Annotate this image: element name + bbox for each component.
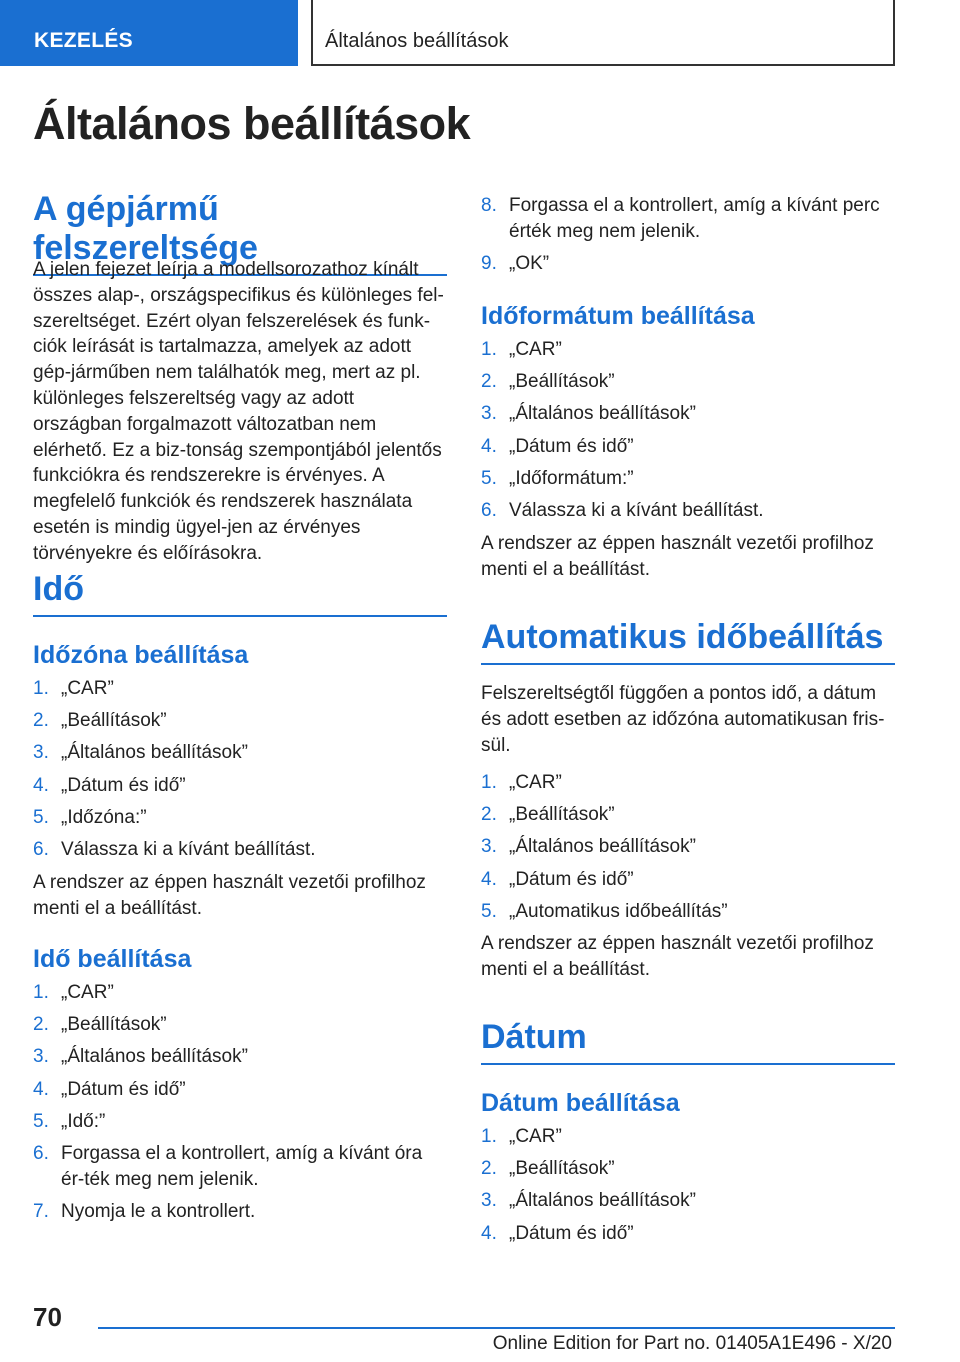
step-text: „CAR” [61,678,114,699]
step-item [33,1199,447,1225]
step-number: 4. [33,1078,49,1100]
step-item [481,899,895,925]
step-number: 5. [481,467,497,489]
step-item [33,1012,447,1038]
step-text: „CAR” [509,339,562,360]
step-number: 1. [33,678,49,699]
step-text: „Általános beállítások” [509,1190,696,1212]
step-number: 3. [481,836,497,858]
step-item [481,401,895,427]
step-number: 2. [481,371,497,393]
step-item [481,466,895,492]
section-tab: KEZELÉS [0,0,298,66]
page-header [0,0,960,66]
step-item [33,837,447,863]
timezone-note: A rendszer az éppen használt vezetői profilhoz menti el a beállítást. [33,872,426,919]
step-text: „Beállítások” [61,710,167,732]
timeformat-note: A rendszer az éppen használt vezetői profilhoz menti el a beállítást. [481,533,874,580]
step-item [481,867,895,893]
step-number: 6. [33,838,49,860]
step-number: 4. [481,868,497,890]
auto-time-note: A rendszer az éppen használt vezetői profilhoz menti el a beállítást. [481,933,874,980]
step-text: „Általános beállítások” [61,1046,248,1068]
step-number: 1. [33,982,49,1003]
heading-timeset: Idő beállítása [33,945,192,973]
step-text: „Dátum és idő” [509,868,634,890]
step-number: 5. [33,806,49,828]
step-number: 6. [33,1142,49,1164]
step-text: „Időzóna:” [61,806,147,828]
step-number: 5. [33,1110,49,1132]
step-number: 4. [481,435,497,457]
step-text: „OK” [509,252,550,274]
heading-ido: Idő [33,570,447,617]
step-item [33,1109,447,1135]
step-item [481,193,895,245]
timeset-steps [33,980,447,1231]
step-text: „Általános beállítások” [509,836,696,858]
breadcrumb: Általános beállítások [311,0,895,66]
step-text: Forgassa el a kontrollert, amíg a kívánt perc érték meg nem jelenik. [509,195,880,242]
heading-auto-time: Automatikus időbeállítás [481,618,895,665]
step-text: „Időformátum:” [509,467,634,489]
step-number: 1. [481,772,497,793]
step-text: „Dátum és idő” [509,1222,634,1244]
heading-timeformat: Időformátum beállítása [481,302,755,330]
timeset-steps-continued [481,193,895,283]
step-item [481,802,895,828]
page-title: Általános beállítások [33,98,471,149]
step-number: 3. [33,1046,49,1068]
step-number: 2. [33,1014,49,1036]
step-item [481,337,895,363]
step-item [33,708,447,734]
step-item [33,676,447,702]
heading-dateset: Dátum beállítása [481,1089,680,1117]
step-item [481,1188,895,1214]
step-number: 3. [33,742,49,764]
step-text: Válassza ki a kívánt beállítást. [61,838,316,860]
step-text: „Beállítások” [61,1014,167,1036]
step-number: 8. [481,195,497,216]
step-number: 5. [481,900,497,922]
timezone-steps [33,676,447,869]
step-item [33,1141,447,1193]
step-item [33,980,447,1006]
step-item [481,1156,895,1182]
step-text: „CAR” [509,772,562,793]
step-text: „Beállítások” [509,371,615,393]
step-item [481,1221,895,1247]
step-number: 1. [481,1126,497,1147]
step-item [481,369,895,395]
step-item [33,740,447,766]
step-item [33,773,447,799]
step-number: 4. [33,774,49,796]
step-text: „Idő:” [61,1110,106,1132]
step-item [481,251,895,277]
step-text: „Beállítások” [509,804,615,826]
step-item [33,805,447,831]
step-item [481,498,895,524]
step-number: 3. [481,1190,497,1212]
step-text: Válassza ki a kívánt beállítást. [509,499,764,521]
footer-rule [98,1327,895,1329]
auto-time-steps [481,770,895,931]
step-text: „Beállítások” [509,1158,615,1180]
step-number: 4. [481,1222,497,1244]
step-text: „Általános beállítások” [61,742,248,764]
step-number: 9. [481,252,497,274]
step-item [481,834,895,860]
step-text: „CAR” [61,982,114,1003]
step-text: Forgassa el a kontrollert, amíg a kívánt óra ér-ték meg nem jelenik. [61,1142,423,1190]
step-text: „Általános beállítások” [509,403,696,425]
step-item [481,770,895,796]
step-text: „Dátum és idő” [509,435,634,457]
page-number: 70 [33,1302,62,1332]
step-number: 1. [481,339,497,360]
heading-datum: Dátum [481,1018,895,1065]
step-number: 2. [33,710,49,732]
step-text: Nyomja le a kontrollert. [61,1200,256,1222]
edition-footer: Online Edition for Part no. 01405A1E496 - X/20 [492,1333,892,1354]
step-number: 2. [481,1158,497,1180]
heading-timezone: Időzóna beállítása [33,641,249,669]
step-item [481,1124,895,1150]
step-item [33,1044,447,1070]
step-text: „Dátum és idő” [61,1078,186,1100]
step-item [33,1077,447,1103]
heading-equipment: A gépjármű felszereltsége [33,190,447,276]
dateset-steps [481,1124,895,1253]
step-text: „Automatikus időbeállítás” [509,900,728,922]
timeformat-steps [481,337,895,530]
auto-time-text: Felszereltségtől függően a pontos idő, a dátum és adott esetben az időzóna automatikusan fris-sül. [481,683,885,756]
step-number: 3. [481,403,497,425]
step-number: 2. [481,804,497,826]
step-text: „CAR” [509,1126,562,1147]
equipment-text: A jelen fejezet leírja a modellsorozathoz kínált összes alap-, országspecifikus és különleges fel-szereltséget. Ezért olyan felszerelések és funk-ciók leírását is tartalmazza, amelyek az adott gép-járműben nem találhatók meg, mert az pl. különleges felszereltség vagy az adott országban forgalmazott változatban nem elérhető. Ez a biz-tonság szempontjából jelentős funkciókra és rendszerekre is érvényes. A megfelelő funkciók és rendszerek használata esetén is mindig ügyel-jen az érvényes törvényekre és előírásokra. [33,259,444,564]
step-number: 7. [33,1200,49,1222]
step-text: „Dátum és idő” [61,774,186,796]
step-number: 6. [481,499,497,521]
step-item [481,434,895,460]
